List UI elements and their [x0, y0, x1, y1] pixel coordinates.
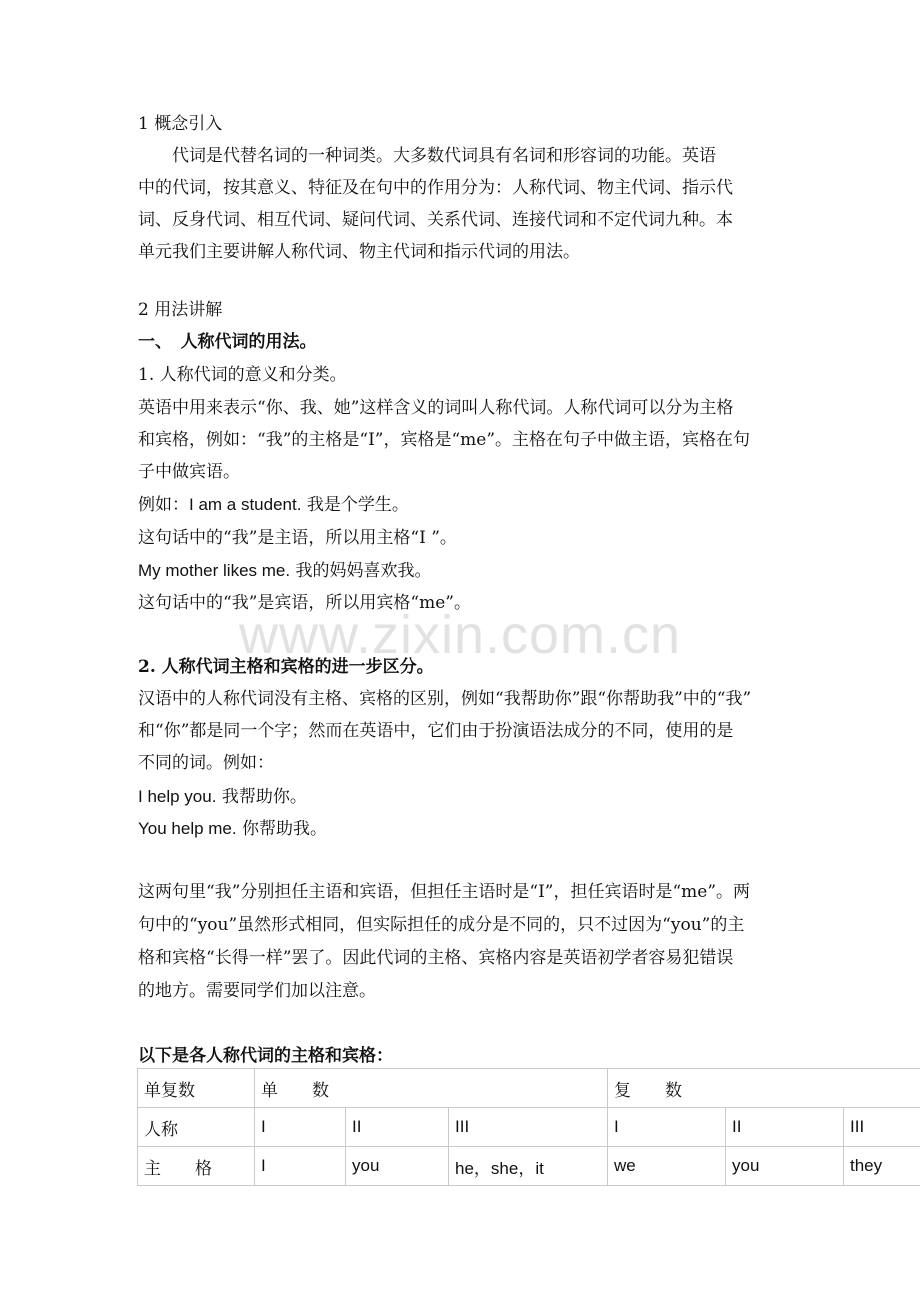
point1-line-3: 子中做宾语。	[138, 462, 240, 482]
example2	[138, 560, 432, 582]
table-cell: 主 格	[138, 1147, 255, 1186]
example3	[138, 786, 307, 808]
table-row-person	[138, 1108, 920, 1147]
example1-note: 这句话中的“我”是主语，所以用主格“I ”。	[138, 528, 457, 548]
table-cell: you	[346, 1147, 449, 1186]
table-row-subject	[138, 1147, 920, 1186]
point2-explain-line-1: 这两句里“我”分别担任主语和宾语，但担任主语时是“I”，担任宾语时是“me”。两	[138, 882, 751, 902]
header-cell-number: 单复数	[138, 1069, 255, 1108]
table-cell: you	[726, 1147, 844, 1186]
example1	[138, 494, 409, 516]
section1-heading: 1 概念引入	[138, 114, 223, 134]
table-cell: I	[255, 1147, 346, 1186]
point2-line-3: 不同的词。例如：	[138, 753, 274, 773]
example1-english: I am a student.	[189, 495, 302, 514]
table-cell: III	[449, 1108, 608, 1147]
point2-line-2: 和“你”都是同一个字；然而在英语中，它们由于扮演语法成分的不同，使用的是	[138, 721, 734, 741]
example4-english: You help me.	[138, 819, 237, 838]
example2-chinese: 我的妈妈喜欢我。	[290, 561, 432, 581]
table-cell: I	[255, 1108, 346, 1147]
point1-line-2: 和宾格，例如：“我”的主格是“I”，宾格是“me”。主格在句子中做主语，宾格在句	[138, 430, 751, 450]
table-header-row	[138, 1069, 920, 1108]
example3-chinese: 我帮助你。	[216, 787, 307, 807]
table-cell: he，she，it	[449, 1147, 608, 1186]
point1-line-1: 英语中用来表示“你、我、她”这样含义的词叫人称代词。人称代词可以分为主格	[138, 398, 734, 418]
point2-explain-line-4: 的地方。需要同学们加以注意。	[138, 981, 376, 1001]
example1-label: 例如：	[138, 495, 189, 515]
example2-english: My mother likes me.	[138, 561, 291, 580]
table-cell: we	[608, 1147, 726, 1186]
point2-title: 2. 人称代词主格和宾格的进一步区分。	[138, 657, 434, 677]
part-one-title: 一、 人称代词的用法。	[138, 332, 317, 352]
section2-heading: 2 用法讲解	[138, 300, 223, 320]
header-cell-plural: 复 数	[608, 1069, 920, 1108]
section1-paragraph-line-2: 中的代词，按其意义、特征及在句中的作用分为：人称代词、物主代词、指示代	[138, 178, 733, 198]
watermark: www.zixin.com.cn	[238, 605, 682, 665]
section1-paragraph-line-3: 词、反身代词、相互代词、疑问代词、关系代词、连接代词和不定代词九种。本	[138, 210, 733, 230]
table-cell: they	[844, 1147, 920, 1186]
pronoun-table	[137, 1068, 920, 1186]
point2-line-1: 汉语中的人称代词没有主格、宾格的区别，例如“我帮助你”跟“你帮助我”中的“我”	[138, 689, 752, 709]
table-cell: II	[726, 1108, 844, 1147]
example4-chinese: 你帮助我。	[236, 819, 328, 839]
point1-title: 1. 人称代词的意义和分类。	[138, 365, 347, 385]
example3-english: I help you.	[138, 787, 217, 806]
table-cell: II	[346, 1108, 449, 1147]
table-cell: III	[844, 1108, 920, 1147]
example2-note: 这句话中的“我”是宾语，所以用宾格“me”。	[138, 593, 471, 613]
table-cell: I	[608, 1108, 726, 1147]
example1-chinese: 我是个学生。	[301, 495, 409, 515]
table-cell: 人称	[138, 1108, 255, 1147]
header-cell-singular: 单 数	[255, 1069, 608, 1108]
table-caption: 以下是各人称代词的主格和宾格：	[138, 1046, 393, 1066]
point2-explain-line-3: 格和宾格“长得一样”罢了。因此代词的主格、宾格内容是英语初学者容易犯错误	[138, 948, 734, 968]
point2-explain-line-2: 句中的“you”虽然形式相同，但实际担任的成分是不同的，只不过因为“you”的主	[138, 915, 745, 935]
example4	[138, 818, 327, 840]
section1-paragraph-line-1: 代词是代替名词的一种词类。大多数代词具有名词和形容词的功能。英语	[138, 146, 716, 166]
section1-paragraph-line-4: 单元我们主要讲解人称代词、物主代词和指示代词的用法。	[138, 242, 580, 262]
